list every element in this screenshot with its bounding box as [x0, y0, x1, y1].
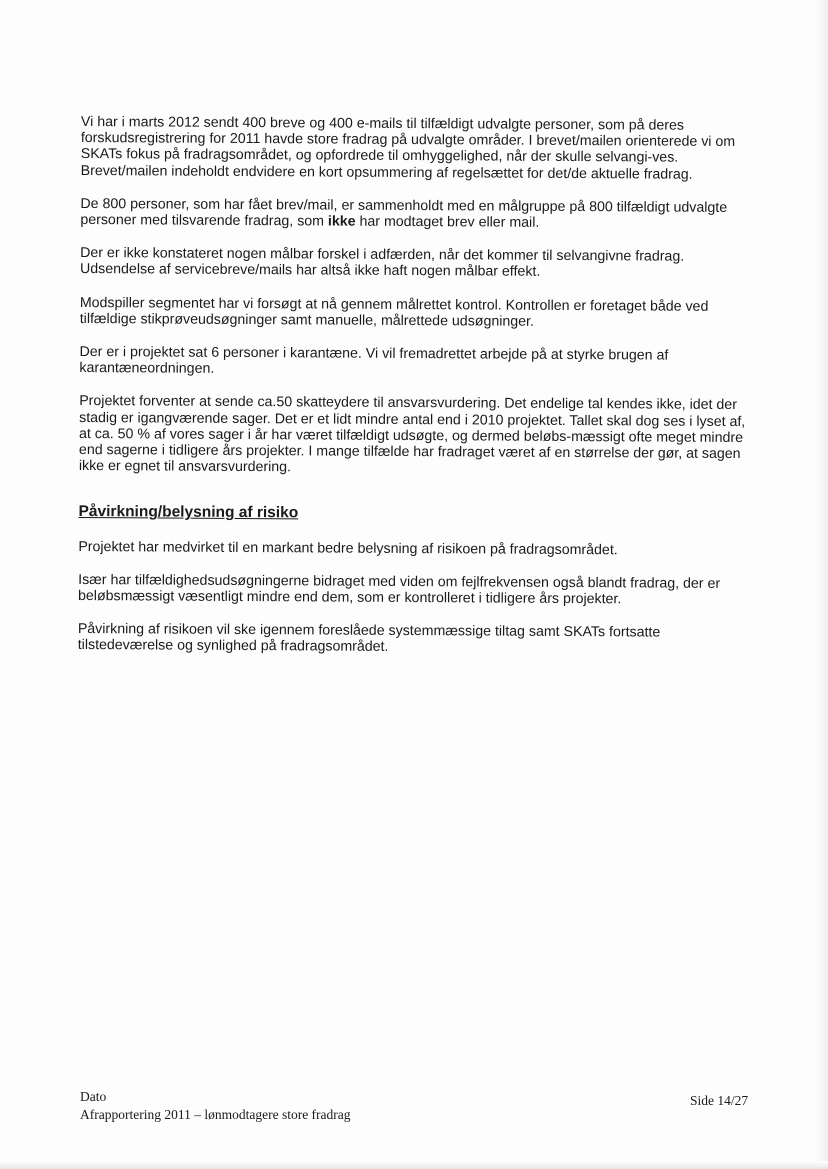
paragraph-no-effect: Der er ikke konstateret nogen målbar forskel i adfærden, når det kommer til selvangivne fradrag. Udsendelse af servicebreve/mails har altså ikke haft nogen målbar effekt.: [80, 245, 685, 281]
paragraph-risk-illumination: Projektet har medvirket til en markant bedre belysning af risikoen på fradragsområdet.: [78, 538, 618, 558]
paragraph-letters-sent: Vi har i marts 2012 sendt 400 breve og 400 e-mails til tilfældigt udvalgte personer, som på deres forskudsregistrering for 2011 havde store fradrag på udvalgte områder. I brevet/mailen orienterede vi om SKATs fokus på fradragsområdet, og opfordrede til omhyggelighed, når der skulle selvangi-ves. Brevet/mailen indeholdt endvidere en kort opsummering af regelsættet for det/de aktuelle fradrag.: [80, 114, 736, 183]
footer-page-number: Side 14/27: [690, 1093, 749, 1108]
section-heading-risk: Påvirkning/belysning af risiko: [78, 503, 299, 522]
paragraph-comparison-group-emphasis: ikke: [327, 213, 356, 230]
paragraph-comparison-group-before: De 800 personer, som har fået brev/mail, er sammenholdt med en målgruppe på 800 tilfældigt udvalgte personer med tilsvarende fradrag, som: [80, 195, 728, 230]
paragraph-comparison-group: [80, 196, 756, 233]
paragraph-risk-impact: Påvirkning af risikoen vil ske igennem foreslåede systemmæssige tiltag samt SKATs fortsatte tilstedeværelse og synlighed på fradragsområdet.: [77, 621, 661, 656]
paragraph-random-sampling: Især har tilfældighedsudsøgningerne bidraget med viden om fejlfrekvensen også blandt fradrag, der er beløbsmæssigt væsentligt mindre end dem, som er kontrolleret i tidligere års projekter.: [78, 571, 721, 608]
paragraph-targeted-control: Modspiller segmentet har vi forsøgt at nå gennem målrettet kontrol. Kontrollen er foretaget både ved tilfældige stikprøveudsøgninger samt manuelle, målrettede udsøgninger.: [79, 294, 709, 330]
paragraph-quarantine: Der er i projektet sat 6 personer i karantæne. Vi vil fremadrettet arbejde på at styrke brugen af karantæneordningen.: [79, 344, 669, 378]
scan-edge-bottom: [0, 1161, 828, 1169]
paragraph-comparison-group-after: har modtaget brev eller mail.: [355, 213, 540, 231]
document-body: [78, 114, 757, 675]
footer-date-label: Dato: [80, 1089, 107, 1104]
scan-edge-right: [814, 0, 828, 1169]
footer-report-title: Afrapportering 2011 – lønmodtagere store fradrag: [80, 1107, 351, 1122]
footer-left: [80, 1088, 351, 1124]
paragraph-liability-assessment: Projektet forventer at sende ca.50 skatteydere til ansvarsvurdering. Det endelige tal kendes ikke, idet der stadig er igangværende sager. Det er et lidt mindre antal end i 2010 projektet. Tallet skal dog ses i lyset af, at ca. 50 % af vores sager i år har været tilfældigt udsøgte, og dermed beløbs-mæssigt ofte meget mindre end sagerne i tidligere års projekter. I mange tilfælde har fradraget været af en størrelse der gør, at sagen ikke er egnet til ansvarsvurdering.: [78, 393, 746, 476]
